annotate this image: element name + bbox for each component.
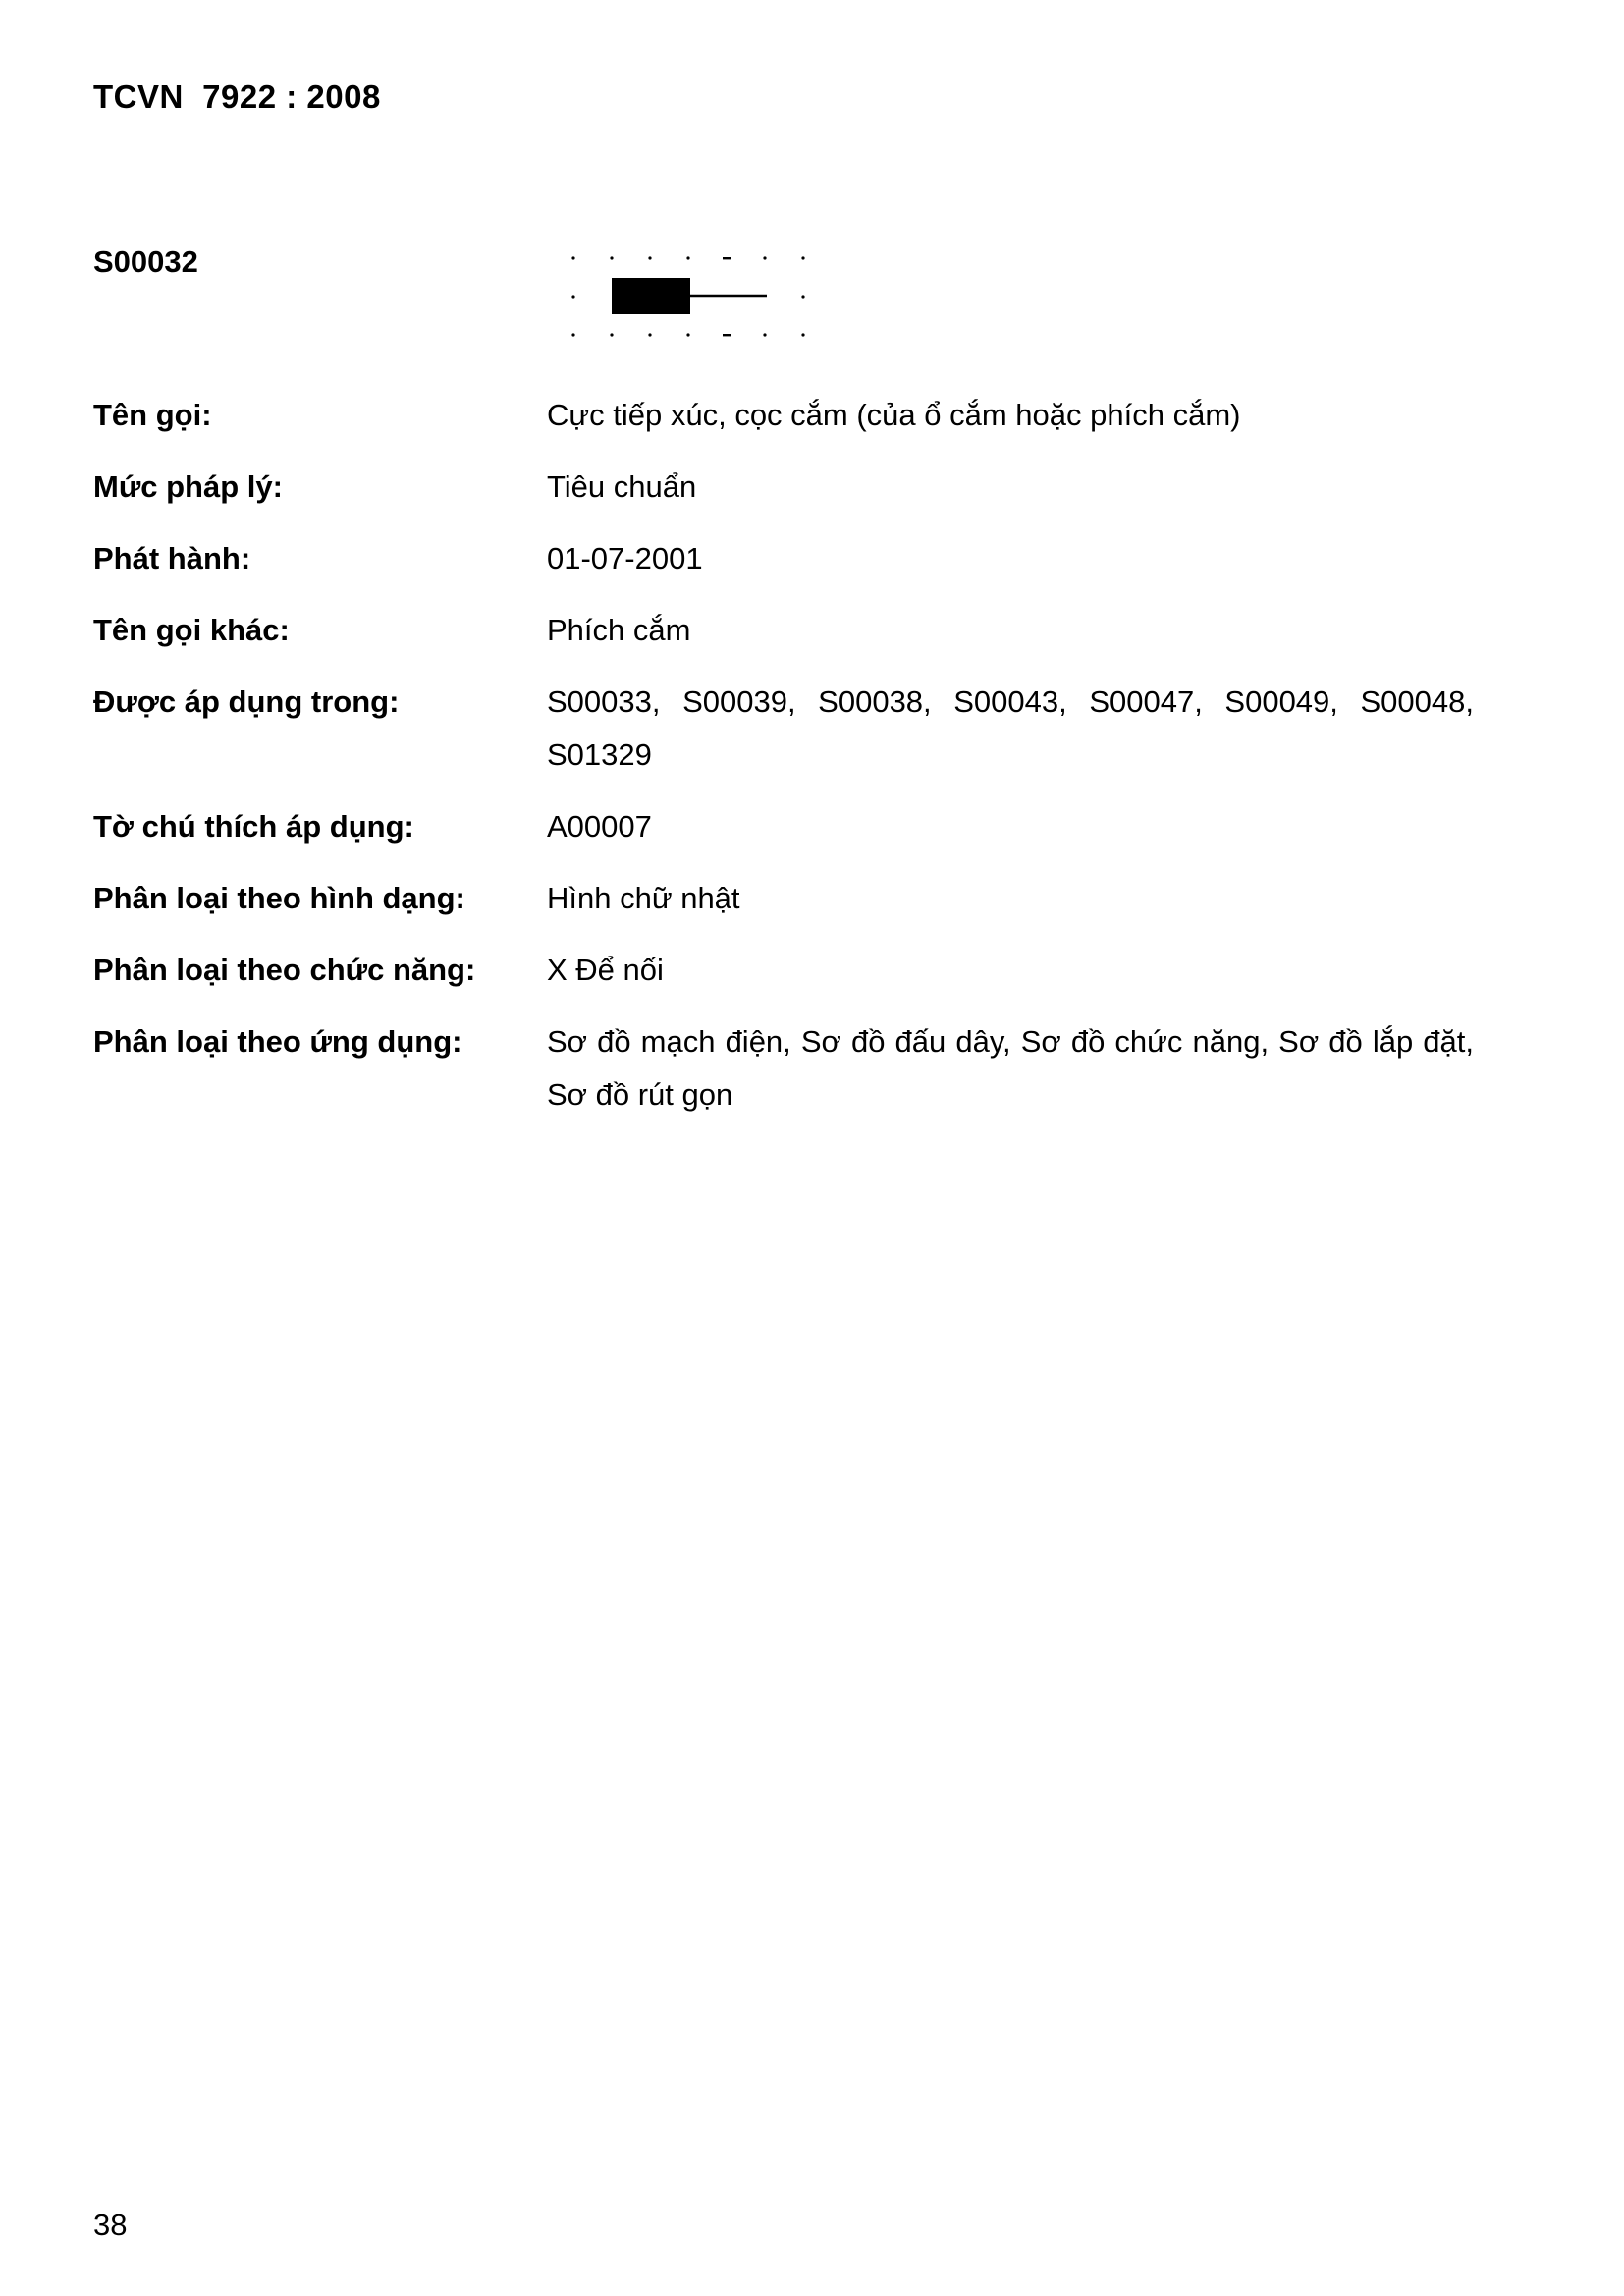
symbol-code: S00032 <box>93 245 198 279</box>
field-row-phan-loai-ung-dung <box>93 1015 1488 1121</box>
field-label: Tên gọi: <box>93 398 212 432</box>
field-label: Được áp dụng trong: <box>93 684 400 719</box>
field-value: Cực tiếp xúc, cọc cắm (của ổ cắm hoặc phích cắm) <box>547 398 1241 432</box>
field-label: Phân loại theo ứng dụng: <box>93 1024 462 1059</box>
field-row-ten-goi-khac <box>93 604 1488 657</box>
field-row-muc-phap-ly <box>93 461 1488 514</box>
field-value: 01-07-2001 <box>547 541 703 575</box>
field-label: Mức pháp lý: <box>93 469 283 504</box>
field-row-duoc-ap-dung-trong <box>93 676 1488 782</box>
field-label: Phân loại theo chức năng: <box>93 953 476 987</box>
field-row-to-chu-thich <box>93 800 1488 853</box>
field-row-phan-loai-hinh-dang <box>93 872 1488 925</box>
field-row-phan-loai-chuc-nang <box>93 944 1488 997</box>
field-value: A00007 <box>547 809 652 844</box>
field-label: Phát hành: <box>93 541 251 575</box>
field-row-phat-hanh <box>93 532 1488 585</box>
field-value: S00033, S00039, S00038, S00043, S00047, S00049, S00048, S01329 <box>547 684 1474 772</box>
field-value: Tiêu chuẩn <box>547 469 697 504</box>
plug-pin-icon <box>560 244 825 342</box>
field-value: Sơ đồ mạch điện, Sơ đồ đấu dây, Sơ đồ chức năng, Sơ đồ lắp đặt, Sơ đồ rút gọn <box>547 1024 1474 1112</box>
symbol-properties <box>93 389 1488 1140</box>
field-label: Tờ chú thích áp dụng: <box>93 809 414 844</box>
field-value: Hình chữ nhật <box>547 881 740 915</box>
plug-pin-symbol-figure <box>560 244 825 342</box>
field-row-ten-goi <box>93 389 1488 442</box>
field-value: Phích cắm <box>547 613 691 647</box>
field-value: X Để nối <box>547 953 664 987</box>
pin-body <box>612 278 690 314</box>
field-label: Tên gọi khác: <box>93 613 290 647</box>
document-header: TCVN 7922 : 2008 <box>93 79 381 115</box>
field-label: Phân loại theo hình dạng: <box>93 881 465 915</box>
page-number: 38 <box>93 2208 128 2242</box>
